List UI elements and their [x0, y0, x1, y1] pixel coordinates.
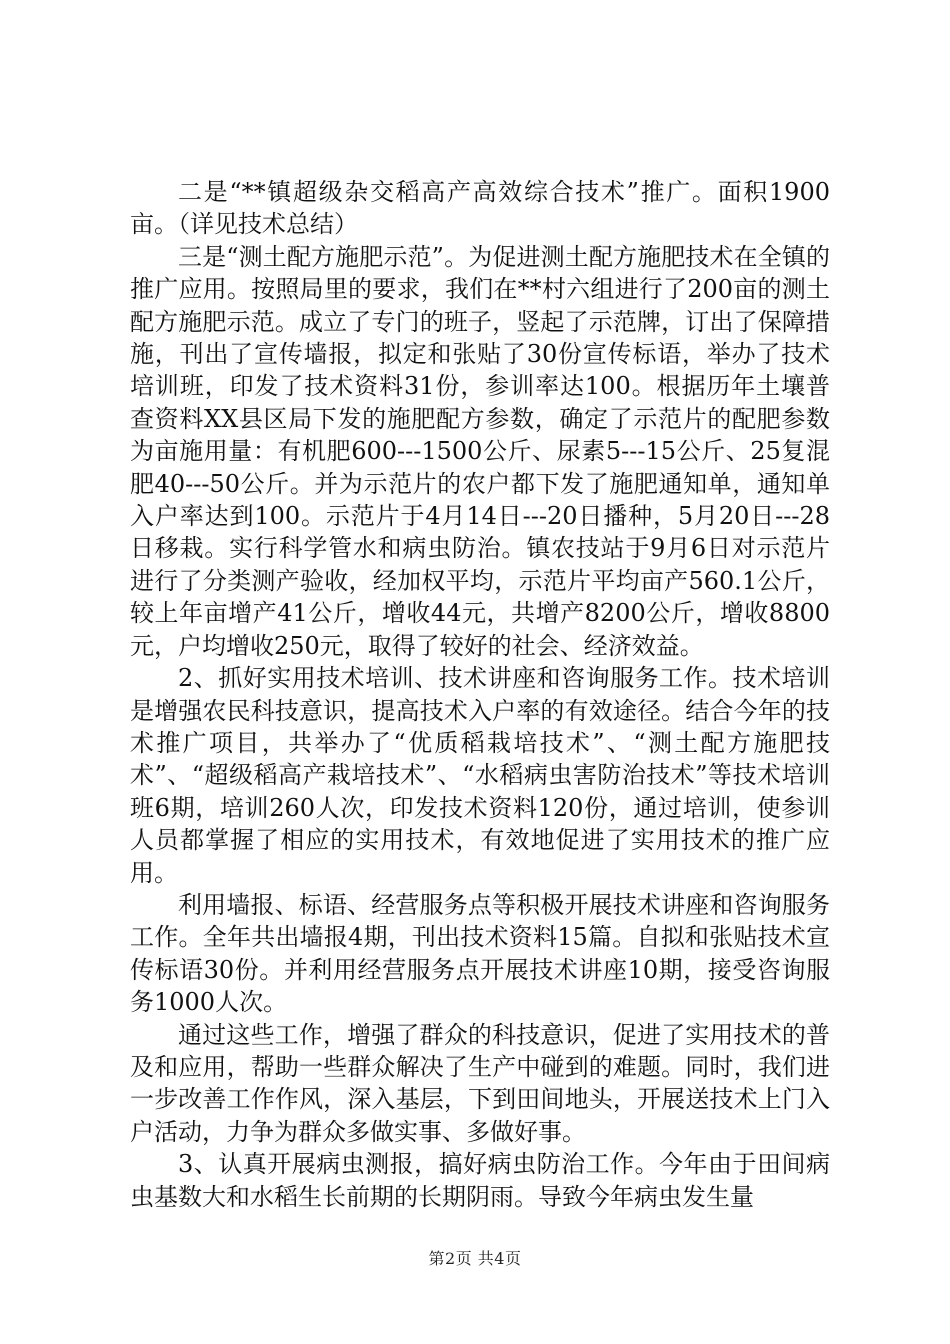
paragraph-1: 二是“**镇超级杂交稻高产高效综合技术”推广。面积1900亩。（详见技术总结）: [130, 178, 830, 239]
paragraph-6: 3、认真开展病虫测报，搞好病虫防治工作。今年由于田间病虫基数大和水稻生长前期的长期阴雨。导致今年病虫发生量: [130, 1150, 830, 1211]
paragraph-5: 通过这些工作，增强了群众的科技意识，促进了实用技术的普及和应用，帮助一些群众解决了生产中碰到的难题。同时，我们进一步改善工作作风，深入基层，下到田间地头，开展送技术上门入户活动，力争为群众多做实事、多做好事。: [130, 1020, 830, 1146]
document-body: [130, 176, 830, 1213]
paragraph-3: 2、抓好实用技术培训、技术讲座和咨询服务工作。技术培训是增强农民科技意识，提高技术入户率的有效途径。结合今年的技术推广项目，共举办了“优质稻栽培技术”、“测土配方施肥技术”、“超级稻高产栽培技术”、“水稻病虫害防治技术”等技术培训班6期，培训260人次，印发技术资料120份，通过培训，使参训人员都掌握了相应的实用技术，有效地促进了实用技术的推广应用。: [130, 664, 830, 887]
paragraph-4: 利用墙报、标语、经营服务点等积极开展技术讲座和咨询服务工作。全年共出墙报4期，刊出技术资料15篇。自拟和张贴技术宣传标语30份。并利用经营服务点开展技术讲座10期，接受咨询服务1000人次。: [130, 890, 830, 1017]
paragraph-2: 三是“测土配方施肥示范”。为促进测土配方施肥技术在全镇的推广应用。按照局里的要求，我们在**村六组进行了200亩的测土配方施肥示范。成立了专门的班子，竖起了示范牌，订出了保障措施，刊出了宣传墙报，拟定和张贴了30份宣传标语，举办了技术培训班，印发了技术资料31份，参训率达100。根据历年土壤普查资料XX县区局下发的施肥配方参数，确定了示范片的配肥参数为亩施用量：有机肥600---1500公斤、尿素5---15公斤、25复混肥40---50公斤。并为示范片的农户都下发了施肥通知单，通知单入户率达到100。示范片于4月14日---20日播种，5月20日---28日移栽。实行科学管水和病虫防治。镇农技站于9月6日对示范片进行了分类测产验收，经加权平均，示范片平均亩产560.1公斤，较上年亩增产41公斤，增收44元，共增产8200公斤，增收8800元，户均增收250元，取得了较好的社会、经济效益。: [130, 242, 830, 660]
page-footer: 第2页 共4页: [428, 1249, 522, 1268]
